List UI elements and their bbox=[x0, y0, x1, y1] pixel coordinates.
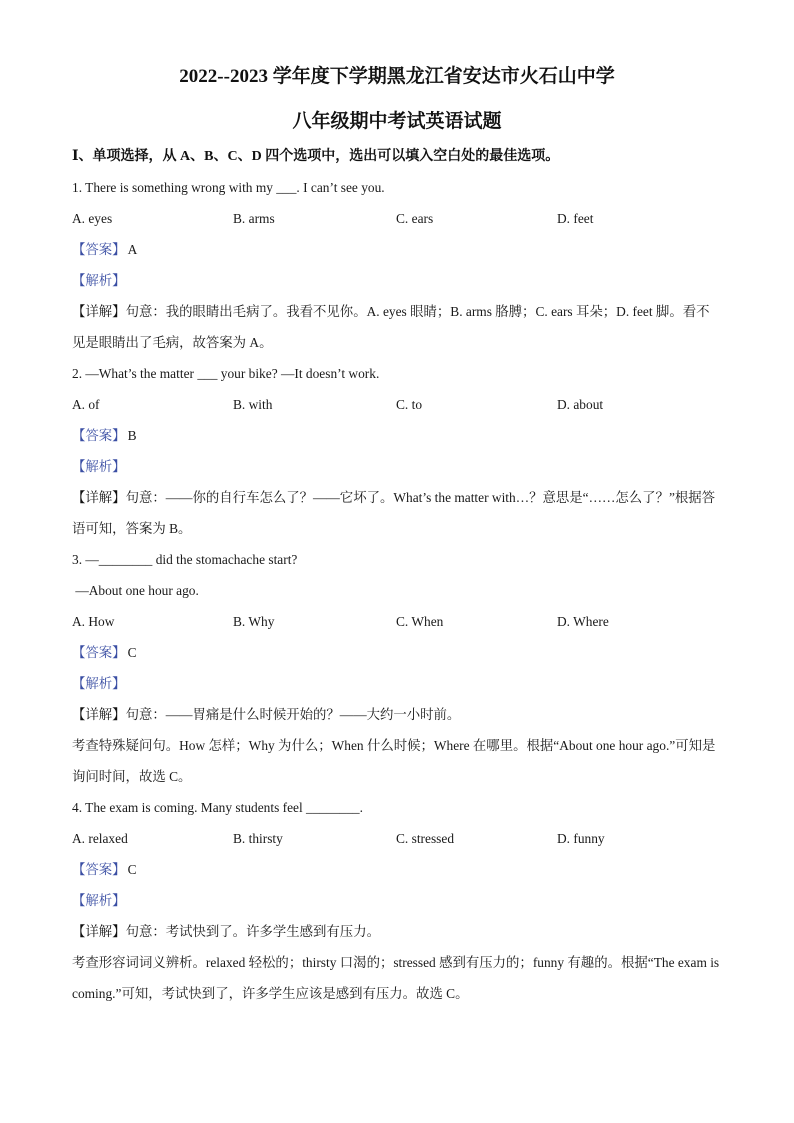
option-c: C. stressed bbox=[396, 831, 455, 846]
option-a: A. eyes bbox=[72, 211, 113, 226]
answer-line bbox=[72, 643, 722, 663]
option-b: B. with bbox=[233, 397, 273, 412]
detail-label: 【详解】 bbox=[72, 304, 126, 319]
option-a: A. relaxed bbox=[72, 831, 128, 846]
question-stem: 4. The exam is coming. Many students feel ________. bbox=[72, 800, 363, 815]
option-b: B. arms bbox=[233, 211, 275, 226]
answer-label: 【答案】 bbox=[72, 242, 126, 257]
option-d: D. funny bbox=[557, 831, 605, 846]
answer-line bbox=[72, 860, 722, 880]
option-c: C. to bbox=[396, 397, 423, 412]
exam-page bbox=[72, 66, 722, 1004]
option-a: A. of bbox=[72, 397, 100, 412]
detail-text: 句意：——胃痛是什么时候开始的？——大约一小时前。 bbox=[125, 707, 461, 722]
page-title: 2022--2023 学年度下学期黑龙江省安达市火石山中学 bbox=[179, 66, 615, 87]
answer-label: 【答案】 bbox=[72, 862, 126, 877]
section-heading: Ⅰ、单项选择，从 A、B、C、D 四个选项中，选出可以填入空白处的最佳选项。 bbox=[72, 149, 560, 164]
analysis-line bbox=[72, 674, 722, 694]
option-c: C. ears bbox=[396, 211, 434, 226]
question-4 bbox=[72, 798, 722, 1009]
question-2 bbox=[72, 364, 722, 544]
question-stem: 3. —________ did the stomachache start? bbox=[72, 552, 298, 567]
option-b: B. thirsty bbox=[233, 831, 283, 846]
option-row bbox=[72, 209, 722, 229]
analysis-line bbox=[72, 891, 722, 911]
detail-line bbox=[72, 705, 722, 725]
option-row bbox=[72, 829, 722, 849]
option-b: B. Why bbox=[233, 614, 275, 629]
question-stem: 2. —What’s the matter ___ your bike? —It doesn’t work. bbox=[72, 366, 380, 381]
analysis-line bbox=[72, 271, 722, 291]
question-stem: 1. There is something wrong with my ___. I can’t see you. bbox=[72, 180, 385, 195]
answer-value: C bbox=[127, 862, 137, 877]
analysis-label: 【解析】 bbox=[72, 273, 126, 288]
option-d: D. about bbox=[557, 397, 604, 412]
detail-line bbox=[72, 922, 722, 942]
explanation-paragraph: 考查形容词词义辨析。relaxed 轻松的；thirsty 口渴的；stressed 感到有压力的；funny 有趣的。根据“The exam is coming.”可知，考试快到了，许多学生应该是感到有压力。故选 C。 bbox=[72, 955, 720, 1001]
detail-label: 【详解】 bbox=[72, 490, 126, 505]
detail-label: 【详解】 bbox=[72, 924, 126, 939]
detail-text: 句意：考试快到了。许多学生感到有压力。 bbox=[125, 924, 380, 939]
detail-label: 【详解】 bbox=[72, 707, 126, 722]
option-c: C. When bbox=[396, 614, 444, 629]
detail-text: 句意：我的眼睛出毛病了。我看不见你。A. eyes 眼睛；B. arms 胳膊；C. ears 耳朵；D. feet 脚。看不见是眼睛出了毛病，故答案为 A。 bbox=[72, 304, 710, 350]
option-d: D. Where bbox=[557, 614, 609, 629]
question-stem-reply: —About one hour ago. bbox=[72, 583, 199, 598]
option-d: D. feet bbox=[557, 211, 594, 226]
answer-value: B bbox=[127, 428, 137, 443]
page-subtitle: 八年级期中考试英语试题 bbox=[292, 111, 502, 132]
question-1 bbox=[72, 178, 722, 358]
analysis-label: 【解析】 bbox=[72, 459, 126, 474]
answer-label: 【答案】 bbox=[72, 428, 126, 443]
detail-text: 句意：——你的自行车怎么了？——它坏了。What’s the matter with…？意思是“……怎么了？”根据答语可知，答案为 B。 bbox=[72, 490, 716, 536]
detail-paragraph bbox=[72, 296, 722, 358]
answer-line bbox=[72, 426, 722, 446]
analysis-label: 【解析】 bbox=[72, 676, 126, 691]
analysis-label: 【解析】 bbox=[72, 893, 126, 908]
answer-line bbox=[72, 240, 722, 260]
option-a: A. How bbox=[72, 614, 115, 629]
answer-value: C bbox=[127, 645, 137, 660]
option-row bbox=[72, 612, 722, 632]
question-3 bbox=[72, 550, 722, 792]
detail-paragraph bbox=[72, 482, 722, 544]
explanation-paragraph: 考查特殊疑问句。How 怎样；Why 为什么；When 什么时候；Where 在哪里。根据“About one hour ago.”可知是询问时间，故选 C。 bbox=[72, 738, 716, 784]
answer-value: A bbox=[127, 242, 138, 257]
answer-label: 【答案】 bbox=[72, 645, 126, 660]
option-row bbox=[72, 395, 722, 415]
analysis-line bbox=[72, 457, 722, 477]
